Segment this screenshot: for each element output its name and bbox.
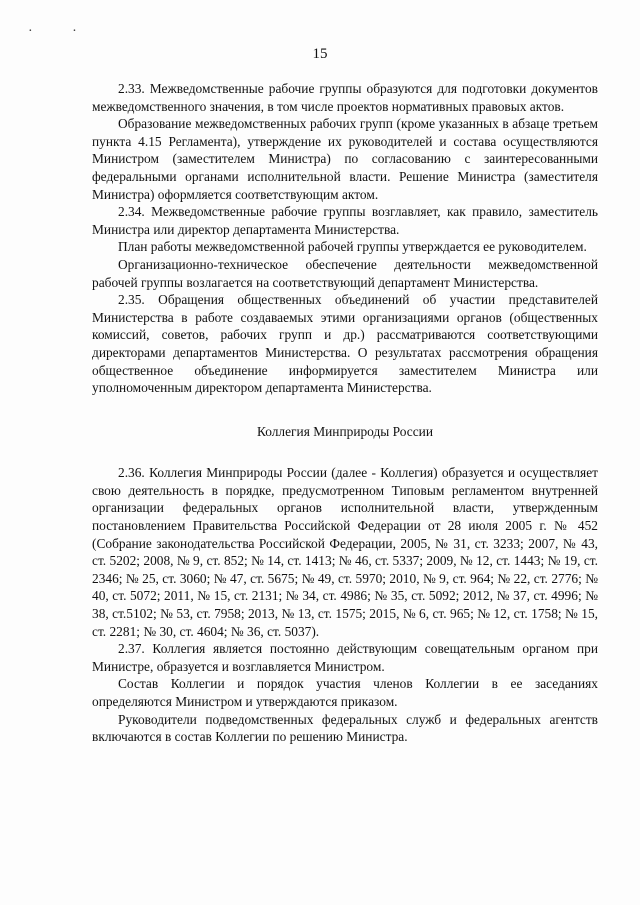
paragraph: Руководители подведомственных федеральных служб и федеральных агентств включаются в состав Коллегии по решению Министра. <box>92 711 598 745</box>
paragraph: 2.34. Межведомственные рабочие группы возглавляет, как правило, заместитель Министра или директор департамента Министерства. <box>92 204 598 237</box>
paragraph: Образование межведомственных рабочих групп (кроме указанных в абзаце третьем пункта 4.15 Регламента), утверждение их руководителей и состава осуществляются Министром (заместителем Министра) по согласованию с заинтересованными федеральными органами исполнительной власти. Решение Министра (заместителя Министра) оформляется соответствующим актом. <box>92 116 598 202</box>
page-number: 15 <box>312 46 328 62</box>
paragraph: 2.36. Коллегия Минприроды России (далее - Коллегия) образуется и осуществляет свою деятельность в порядке, предусмотренном Типовым регламентом внутренней организации федеральных органов исполнительной власти, утвержденным постановлением Правительства Российской Федерации от 28 июля 2005 г. № 452 (Собрание законодательства Российской Федерации, 2005, № 31, ст. 3233; 2007, № 43, ст. 5202; 2008, № 9, ст. 852; № 14, ст. 1413; № 46, ст. 5337; 2009, № 12, ст. 1443; № 19, ст. 2346; № 25, ст. 3060; № 47, ст. 5675; № 49, ст. 5970; 2010, № 9, ст. 964; № 22, ст. 2776; № 40, ст. 5072; 2011, № 15, ст. 2131; № 34, ст. 4986; № 35, ст. 5092; 2012, № 37, ст. 4996; № 38, ст.5102; № 53, ст. 7958; 2013, № 13, ст. 1575; 2015, № 6, ст. 965; № 12, ст. 1758; № 15, ст. 2281; № 30, ст. 4604; № 36, ст. 5037). <box>92 465 598 639</box>
paragraph: Состав Коллегии и порядок участия членов Коллегии в ее заседаниях определяются Министром и утверждаются приказом. <box>92 676 598 709</box>
paragraph: План работы межведомственной рабочей группы утверждается ее руководителем. <box>118 239 587 255</box>
paragraph: 2.37. Коллегия является постоянно действующим совещательным органом при Министре, образуется и возглавляется Министром. <box>92 641 598 674</box>
paragraph: Организационно-техническое обеспечение деятельности межведомственной рабочей группы возлагается на соответствующий департамент Министерства. <box>92 256 598 290</box>
document-body <box>92 80 598 746</box>
section-heading: Коллегия Минприроды России <box>256 423 434 439</box>
corner-marks: · · <box>28 24 95 39</box>
paragraph: 2.35. Обращения общественных объединений об участии представителей Министерства в работе создаваемых этими организациями органов (общественных комиссий, советов, рабочих групп и др.) рассматриваются соответствующими директорами департаментов Министерства. О результатах рассмотрения обращения общественное объединение информируется заместителем Министра или уполномоченным директором департамента Министерства. <box>92 292 598 396</box>
paragraph: 2.33. Межведомственные рабочие группы образуются для подготовки документов межведомственного значения, в том числе проектов нормативных правовых актов. <box>92 81 598 114</box>
